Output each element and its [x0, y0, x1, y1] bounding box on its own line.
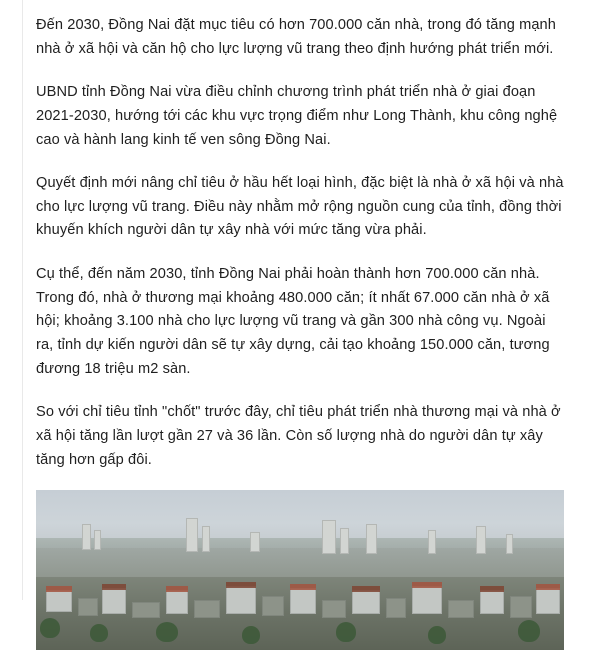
photo-tree — [156, 622, 178, 642]
photo-tree — [40, 618, 60, 638]
photo-roof — [102, 584, 126, 590]
article-body — [36, 14, 564, 656]
photo-building — [352, 590, 380, 614]
photo-building — [480, 590, 504, 614]
article-paragraph-3: Quyết định mới nâng chỉ tiêu ở hầu hết loại hình, đặc biệt là nhà ở xã hội và nhà cho lực lượng vũ trang. Điều này nhằm mở rộng nguồn cung của tỉnh, đồng thời khuyến khích người dân tự xây nhà với mức tăng vừa phải. — [36, 175, 564, 239]
photo-tree — [518, 620, 540, 642]
photo-building — [250, 532, 260, 552]
article-paragraph-5: So với chỉ tiêu tỉnh "chốt" trước đây, chỉ tiêu phát triển nhà thương mại và nhà ở xã hội tăng lần lượt gần 27 và 36 lần. Còn số lượng nhà do người dân tự xây tăng hơn gấp đôi. — [36, 404, 561, 468]
photo-roof — [536, 584, 560, 590]
photo-building — [102, 588, 126, 614]
photo-tree — [336, 622, 356, 642]
photo-roof — [352, 586, 380, 592]
photo-building — [94, 530, 101, 550]
photo-building — [132, 602, 160, 618]
photo-building — [322, 520, 336, 554]
photo-roof — [46, 586, 72, 592]
article-figure — [36, 490, 564, 650]
photo-building — [428, 530, 436, 554]
photo-building — [448, 600, 474, 618]
photo-building — [166, 590, 188, 614]
cityscape-photo — [36, 490, 564, 650]
photo-building — [290, 588, 316, 614]
photo-building — [322, 600, 346, 618]
photo-building — [386, 598, 406, 618]
article-paragraph-1: Đến 2030, Đồng Nai đặt mục tiêu có hơn 700.000 căn nhà, trong đó tăng mạnh nhà ở xã hội và căn hộ cho lực lượng vũ trang theo định hướng phát triển mới. — [36, 17, 556, 57]
photo-building — [194, 600, 220, 618]
photo-building — [262, 596, 284, 616]
photo-roof — [226, 582, 256, 588]
photo-building — [226, 586, 256, 614]
photo-building — [46, 590, 72, 612]
photo-tree — [428, 626, 446, 644]
photo-building — [366, 524, 377, 554]
photo-roof — [290, 584, 316, 590]
photo-building — [476, 526, 486, 554]
photo-building — [506, 534, 513, 554]
article-paragraph-2: UBND tỉnh Đồng Nai vừa điều chỉnh chương trình phát triển nhà ở giai đoạn 2021-2030, hướng tới các khu vực trọng điểm như Long Thành, khu công nghệ cao và hành lang kinh tế ven sông Đồng Nai. — [36, 84, 558, 148]
photo-tree — [242, 626, 260, 644]
photo-roof — [412, 582, 442, 588]
photo-building — [340, 528, 349, 554]
photo-roof — [480, 586, 504, 592]
photo-building — [78, 598, 98, 616]
photo-building — [202, 526, 210, 552]
photo-building — [186, 518, 198, 552]
photo-building — [412, 586, 442, 614]
left-rail — [0, 0, 23, 600]
photo-building — [536, 588, 560, 614]
photo-tree — [90, 624, 108, 642]
photo-roof — [166, 586, 188, 592]
article-paragraph-4: Cụ thể, đến năm 2030, tỉnh Đồng Nai phải hoàn thành hơn 700.000 căn nhà. Trong đó, nhà ở thương mại khoảng 480.000 căn; ít nhất 67.000 căn nhà ở xã hội; khoảng 3.100 nhà cho lực lượng vũ trang và gần 300 nhà công vụ. Ngoài ra, tỉnh dự kiến người dân sẽ tự xây dựng, cải tạo khoảng 150.000 căn, tương đương 18 triệu m2 sàn. — [36, 266, 550, 377]
photo-building — [82, 524, 91, 550]
